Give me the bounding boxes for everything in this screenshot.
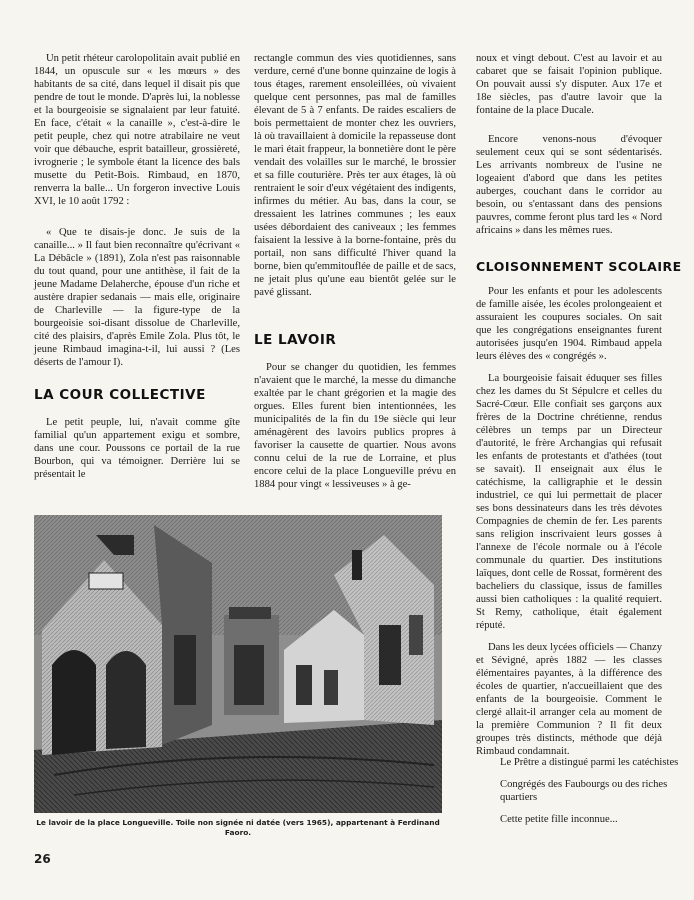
column-1 bbox=[34, 52, 240, 490]
col3-paragraph-5: Dans les deux lycées officiels — Chanzy et Sévigné, après 1882 — les classes élémentaires payantes, à la différence des écoles de quartier, n'accueillaient que des enfants de la bourgeoisie. Comment le clergé allait-il arranger cela au moment de la première Communion ? Il fit deux groupes très distincts, méthode que déjà Rimbaud condamnait. bbox=[476, 642, 662, 757]
col2-paragraph-1: rectangle commun des vies quotidiennes, sans verdure, cerné d'une bonne quinzaine de logis à tous étages, rarement ensoleillées, où vivaient quelque cent personnes, pas mal de familles élevant de 5 à 7 enfants. De raides escaliers de bois permettaient de monter chez les ouvriers, là où travaillaient à domicile la repasseuse dont le mari était frappeur, la bonnetière dont le père vendait des volailles sur le marché, le brossier et sa fille couturière. Près ter aux étages, là où rentraient le soir d'eux végétaient des indigents, infirmes du métier. Au bas, dans la cour, se dressaient les latrines communes ; les eaux usées débordaient des caniveaux ; les femmes faisaient la lessive à la borne-fontaine, près du portail, non sans difficulté l'hiver quand la borne, bien qu'emmitouflée de paille et de sacs, ne jetait plus qu'une eau bientôt gelée sur le pavé glissant. bbox=[254, 53, 456, 298]
quote-line-1: Le Prêtre a distingué parmi les catéchistes bbox=[500, 757, 679, 768]
painting-lavoir-illustration bbox=[34, 515, 442, 813]
quote-line-2: Congrégés des Faubourgs ou des riches quartiers bbox=[500, 779, 668, 803]
heading-cloisonnement-scolaire: CLOISONNEMENT SCOLAIRE bbox=[476, 259, 682, 274]
col1-paragraph-2: « Que te disais-je donc. Je suis de la canaille... » Il faut bien reconnaître qu'écrivant « La Débâcle » (1891), Zola n'est pas raisonnable du tout quand, pour une antithèse, il fait de la jeune Madame Delaherche, épouse d'un riche et austère drapier sedanais — mais elle, originaire de Charleville — la figure-type de la bourgeoisie soi-disant dissolue de Charleville, cité des plaisirs, d'après Emile Zola. Plus tôt, le jeune Rimbaud imagina-t-il, lui aussi ? (Les déserts de l'amour I). bbox=[34, 227, 240, 368]
col3-paragraph-1: noux et vingt debout. C'est au lavoir et au cabaret que se faisait l'opinion publique. On pouvait aussi s'y disputer. Aux 17e et 18e siècles, pas d'autre lavoir que la fontaine de la place Ducale. bbox=[476, 53, 662, 116]
column-2 bbox=[254, 52, 456, 308]
column-2-lower bbox=[254, 361, 456, 500]
page-number: 26 bbox=[34, 852, 51, 866]
col3-paragraph-4: La bourgeoisie faisait éduquer ses filles chez les dames du St Sépulcre et celles du Sacré-Cœur. Elle confiait ses garçons aux frères de la Doctrine chrétienne, rendus célèbres un temps par un Directeur d'autorité, le frère Archangias qui refusait les enfants de protestants et d'athées (tout se savait). Il enseignait aux élus le catéchisme, la calligraphie et le dessin industriel, ce qui lui permettait de placer ses bons dessinateurs dans les très dévotes Compagnies de chemin de fer. Les parents sans religion inscrivaient leurs gosses à l'annexe de l'école normale ou à l'école communale du quartier. Des institutions laïques, dont celle de Rossat, formèrent des bacheliers du classique, issus de familles aussi bien catholiques : la qualité requiert. St Remy, catholique, était également réputé. bbox=[476, 373, 662, 631]
column-3 bbox=[476, 52, 662, 246]
col3-paragraph-2: Encore venons-nous d'évoquer seulement ceux qui se sont sédentarisés. Les arrivants nombreux de l'usine ne logeaient d'abord que dans les petites auberges, couchant dans le corridor au besoin, ou s'entassant dans des pensions pauvres, comme feront plus tard les « Nord africains » dans les mêmes rues. bbox=[476, 134, 662, 236]
painting-drawing bbox=[34, 515, 442, 813]
heading-le-lavoir: LE LAVOIR bbox=[254, 332, 337, 348]
rimbaud-quotation bbox=[500, 756, 680, 835]
heading-la-cour-collective: LA COUR COLLECTIVE bbox=[34, 387, 206, 403]
col3-paragraph-3: Pour les enfants et pour les adolescents de famille aisée, les écoles prolongeaient et assuraient les coupures sociales. On sait que les congrégations enseignantes furent autorisées jusqu'en 1904. Rimbaud appela leurs élèves des « congrégés ». bbox=[476, 286, 662, 362]
col1-paragraph-3: Le petit peuple, lui, n'avait comme gîte familial qu'un appartement exigu et sombre, dans une cour. Poussons ce portail de la rue Bourbon, qui va témoigner. Derrière lui se présentait le bbox=[34, 417, 240, 480]
quote-line-3: Cette petite fille inconnue... bbox=[500, 814, 618, 825]
figure-caption: Le lavoir de la place Longueville. Toile non signée ni datée (vers 1965), appartenant à Ferdinand Faoro. bbox=[36, 818, 440, 837]
col1-paragraph-1: Un petit rhéteur carolopolitain avait publié en 1844, un opuscule sur « les mœurs » des habitants de sa cité, dans lequel il disait pis que pendre de tout le monde. D'après lui, la noblesse et la bourgeoisie se signalaient par leur fatuité. En face, c'était « la canaille », c'est-à-dire le petit peuple, chez qui notre atrabilaire ne veut voir que débauche, esprit batailleur, grossièreté, ivrognerie ; le symbole étant la licence des bals musette du Petit-Bois. Rimbaud, en 1870, renverra la balle... Un forgeron invective Louis XVI, le 10 août 1792 : bbox=[34, 53, 240, 207]
column-3-lower bbox=[476, 285, 662, 767]
col2-paragraph-2: Pour se changer du quotidien, les femmes n'avaient que le marché, la messe du dimanche exaltée par le chant grégorien et la magie des orgues. Elles furent bien intentionnées, les municipalités de la fin du 19e siècle qui leur aménagèrent des lavoirs publics propres à favoriser la causette de quartier. Nous avons connu celui de la rue de Lorraine, et plus encore celui de la place Longueville prévu en 1884 pour vingt « lessiveuses » à ge- bbox=[254, 362, 456, 490]
